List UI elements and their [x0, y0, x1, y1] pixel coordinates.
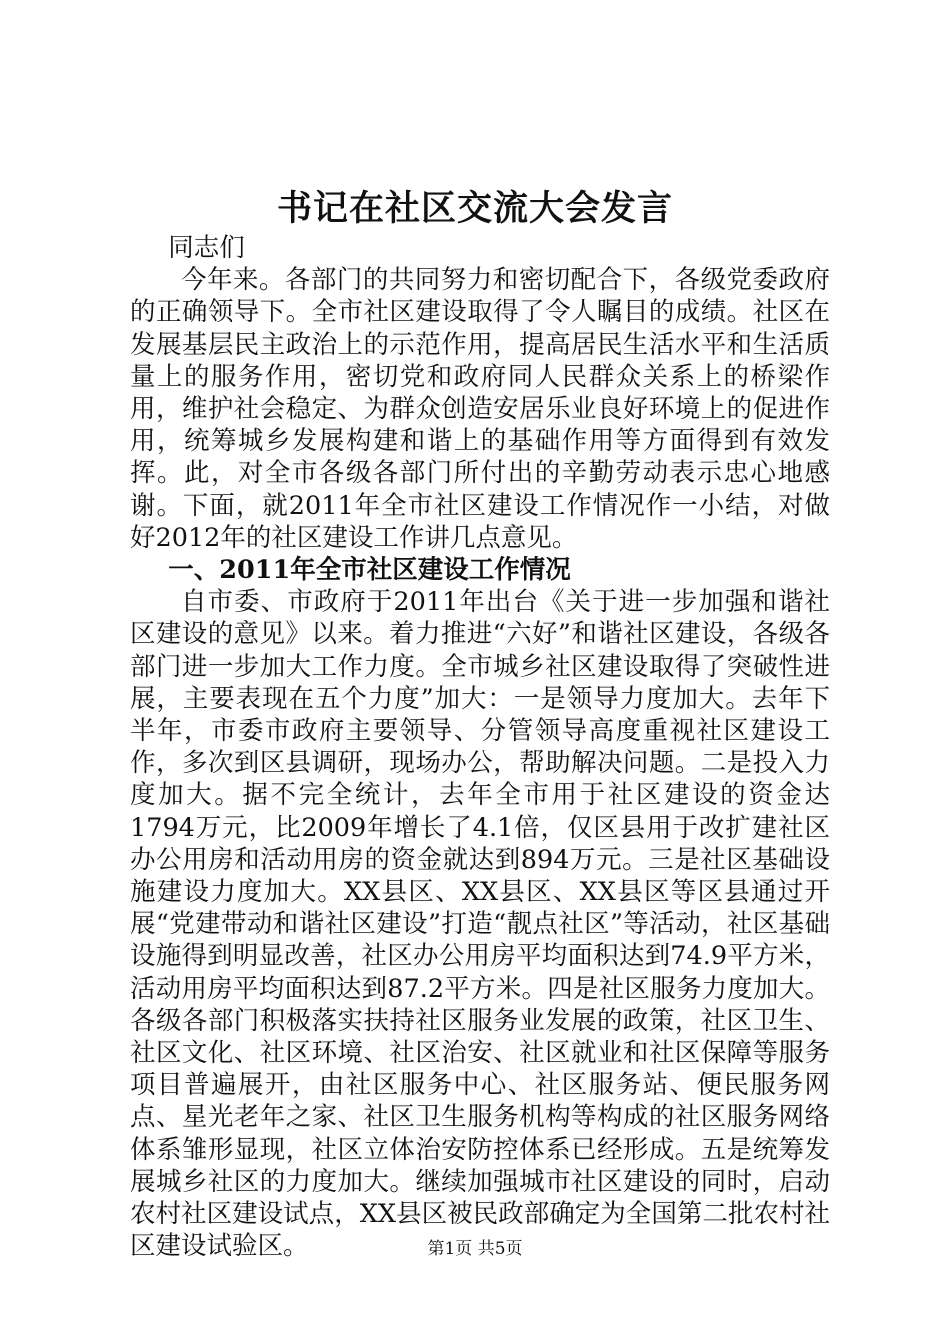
document-body	[130, 232, 830, 1263]
salutation: 同志们	[168, 233, 245, 263]
paragraph-intro: 今年来。各部门的共同努力和密切配合下，各级党委政府的正确领导下。全市社区建设取得了令人瞩目的成绩。社区在发展基层民主政治上的示范作用，提高居民生活水平和生活质量上的服务作用，密切党和政府同人民群众关系上的桥梁作用，维护社会稳定、为群众创造安居乐业良好环境上的促进作用，统筹城乡发展构建和谐上的基础作用等方面得到有效发挥。此，对全市各级各部门所付出的辛勤劳动表示忠心地感谢。下面，就2011年全市社区建设工作情况作一小结，对做好2012年的社区建设工作讲几点意见。	[130, 265, 830, 553]
section-heading: 一、2011年全市社区建设工作情况	[168, 555, 571, 586]
document-title: 书记在社区交流大会发言	[276, 188, 673, 229]
paragraph-section-1: 自市委、市政府于2011年出台《关于进一步加强和谐社区建设的意见》以来。着力推进“六好”和谐社区建设，各级各部门进一步加大工作力度。全市城乡社区建设取得了突破性进展，主要表现在五个力度”加大：一是领导力度加大。去年下半年，市委市政府主要领导、分管领导高度重视社区建设工作，多次到区县调研，现场办公，帮助解决问题。二是投入力度加大。据不完全统计，去年全市用于社区建设的资金达1794万元，比2009年增长了4.1倍，仅区县用于改扩建社区办公用房和活动用房的资金就达到894万元。三是社区基础设施建设力度加大。XX县区、XX县区、XX县区等区县通过开展“党建带动和谐社区建设”打造“靓点社区”等活动，社区基础设施得到明显改善，社区办公用房平均面积达到74.9平方米，活动用房平均面积达到87.2平方米。四是社区服务力度加大。各级各部门积极落实扶持社区服务业发展的政策，社区卫生、社区文化、社区环境、社区治安、社区就业和社区保障等服务项目普遍展开，由社区服务中心、社区服务站、便民服务网点、星光老年之家、社区卫生服务机构等构成的社区服务网络体系雏形显现，社区立体治安防控体系已经形成。五是统筹发展城乡社区的力度加大。继续加强城市社区建设的同时，启动农村社区建设试点，XX县区被民政部确定为全国第二批农村社区建设试验区。	[130, 587, 830, 1262]
page-number: 第1页 共5页	[427, 1239, 523, 1259]
